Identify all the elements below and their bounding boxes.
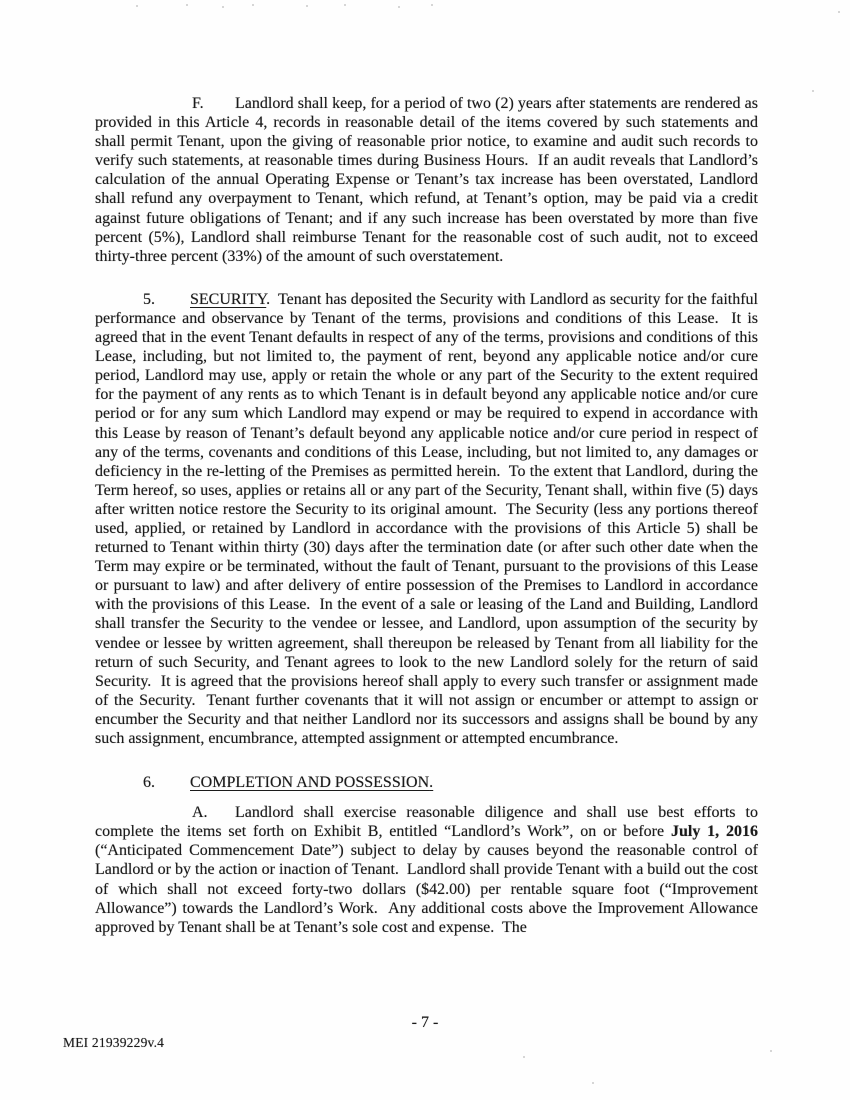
scan-speck — [523, 1056, 525, 1058]
section-5-heading: SECURITY — [190, 290, 267, 308]
section-5-heading-punct: . — [266, 290, 271, 308]
document-reference: MEI 21939229v.4 — [63, 1035, 165, 1050]
section-5-number: 5. — [143, 290, 155, 308]
scan-speck — [344, 4, 346, 6]
section-6-heading — [190, 774, 433, 791]
scan-speck — [398, 6, 400, 8]
page-body — [95, 94, 763, 937]
paragraph-a-text-before-date: Landlord shall exercise reasonable diligence and shall use best efforts to complete the items set forth on Exhibit B, entitled “Landlord’s Work”, on or before — [95, 804, 762, 841]
page-number: - 7 - — [411, 1014, 439, 1031]
scan-speck — [136, 5, 138, 7]
scan-speck — [812, 90, 814, 92]
section-6-heading-row — [95, 773, 758, 792]
anticipated-commencement-date: July 1, 2016 — [670, 823, 759, 841]
paragraph-f — [95, 94, 762, 266]
section-6-heading-text: COMPLETION AND POSSESSION — [190, 774, 430, 792]
paragraph-a-text-after-date: (“Anticipated Commencement Date”) subject to delay by causes beyond the reasonable control of Landlord or by the action or inaction of Tenant. Landlord shall provide Tenant with a build out the cost of which shall not exceed forty-two dollars ($42.00) per rentable square foot (“Improvement Allowance”) towards the Landlord’s Work. Any additional costs above the Improvement Allowance approved by Tenant shall be at Tenant’s sole cost and expense. The — [95, 823, 763, 936]
scan-speck — [222, 6, 224, 8]
paragraph-f-label: F. — [192, 95, 204, 112]
scan-speck — [838, 11, 840, 13]
section-5-security — [95, 290, 762, 748]
section-6-heading-punct: . — [429, 774, 434, 792]
paragraph-a-label: A. — [192, 804, 208, 822]
paragraph-a — [95, 803, 763, 937]
scan-speck — [252, 4, 254, 6]
paragraph-f-text: Landlord shall keep, for a period of two (2) years after statements are rendered as provided in this Article 4, records in reasonable detail of the items covered by such statements and shall permit Tenant, upon the giving of reasonable prior notice, to examine and audit such records to verify such statements, at reasonable times during Business Hours. If an audit reveals that Landlord’s calculation of the annual Operating Expense or Tenant’s tax increase has been overstated, Landlord shall refund any overpayment to Tenant, which refund, at Tenant’s option, may be paid via a credit against future obligations of Tenant; and if any such increase has been overstated by more than five percent (5%), Landlord shall reimburse Tenant for the reasonable cost of such audit, not to exceed thirty-three percent (33%) of the amount of such overstatement. — [95, 95, 762, 265]
scan-speck — [306, 5, 308, 7]
section-5-body: Tenant has deposited the Security with Landlord as security for the faithful performance and observance by Tenant of the terms, provisions and conditions of this Lease. It is agreed that in the event Tenant defaults in respect of any of the terms, provisions and conditions of this Lease, including, but not limited to, the payment of rent, beyond any applicable notice and/or cure period, Landlord may use, apply or retain the whole or any part of the Security to the extent required for the payment of any rents as to which Tenant is in default beyond any applicable notice and/or cure period or for any sum which Landlord may expend or may be required to expend in accordance with this Lease by reason of Tenant’s default beyond any applicable notice and/or cure period in respect of any of the terms, covenants and conditions of this Lease, including, but not limited to, any damages or deficiency in the re-letting of the Premises as permitted herein. To the extent that Landlord, during the Term hereof, so uses, applies or retains all or any part of the Security, Tenant shall, within five (5) days after written notice restore the Security to its original amount. The Security (less any portions thereof used, applied, or retained by Landlord in accordance with the provisions of this Article 5) shall be returned to Tenant within thirty (30) days after the termination date (or after such other date when the Term may expire or be terminated, without the fault of Tenant, pursuant to the provisions of this Lease or pursuant to law) and after delivery of entire possession of the Premises to Landlord in accordance with the provisions of this Lease. In the event of a sale or leasing of the Land and Building, Landlord shall transfer the Security to the vendee or lessee, and Landlord, upon assumption of the security by vendee or lessee by written agreement, shall thereupon be released by Tenant from all liability for the return of such Security, and Tenant agrees to look to the new Landlord solely for the return of said Security. It is agreed that the provisions hereof shall apply to every such transfer or assignment made of the Security. Tenant further covenants that it will not assign or encumber or attempt to assign or encumber the Security and that neither Landlord nor its successors and assigns shall be bound by any such assignment, encumbrance, attempted assignment or attempted encumbrance. — [95, 290, 762, 747]
scan-speck — [186, 4, 188, 6]
scan-speck — [592, 1082, 594, 1084]
scan-speck — [770, 1050, 772, 1052]
section-6-number: 6. — [143, 774, 155, 792]
scan-speck — [431, 4, 433, 6]
